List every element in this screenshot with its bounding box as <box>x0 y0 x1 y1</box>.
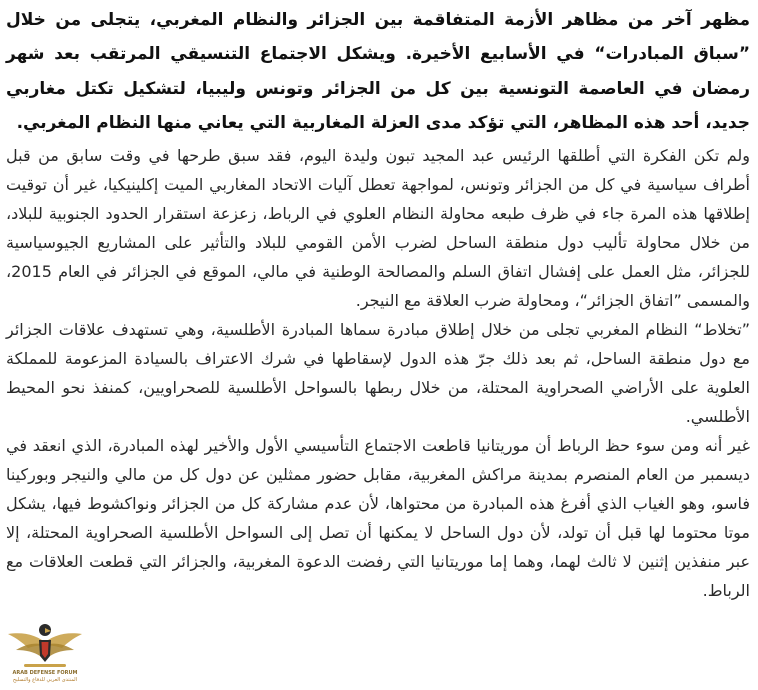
eagle-emblem-icon <box>4 612 86 670</box>
forum-watermark-logo <box>4 612 86 690</box>
article-paragraph: غير أنه ومن سوء حظ الرباط أن موريتانيا قاطعت الاجتماع التأسيسي الأول والأخير لهذه المبادرة، الذي انعقد في ديسمبر من العام المنصرم بمدينة مراكش المغربية، مقابل حضور ممثلين عن دول كل من مالي والنيجر وبوركينا فاسو، وهو الغياب الذي أفرغ هذه المبادرة من محتواها، لأن عدم مشاركة كل من الجزائر ونواكشوط فيها، يشكل موتا محتوما لها قبل أن تولد، لأن دول الساحل لا يمكنها أن تصل إلى السواحل الأطلسية الصحراوية المحتلة، إلا عبر منفذين إثنين لا ثالث لهما، وهما إما موريتانيا التي رفضت الدعوة المغربية، والجزائر التي قطعت العلاقات مع الرباط. <box>6 435 750 600</box>
watermark-english-text: ARAB DEFENSE FORUM <box>12 670 78 676</box>
article-body <box>6 0 750 605</box>
article-lead: مظهر آخر من مظاهر الأزمة المتفاقمة بين الجزائر والنظام المغربي، يتجلى من خلال ”سباق المبادرات“ في الأسابيع الأخيرة. ويشكل الاجتماع التنسيقي المرتقب بعد شهر رمضان في العاصمة التونسية بين كل من الجزائر وتونس وليبيا، لتشكيل تكتل مغاربي جديد، أحد هذه المظاهر، التي تؤكد مدى العزلة المغاربية التي يعاني منها النظام المغربي. <box>6 10 750 134</box>
article-paragraph: ولم تكن الفكرة التي أطلقها الرئيس عبد المجيد تبون وليدة اليوم، فقد سبق طرحها في وقت سابق من قبل أطراف سياسية في كل من الجزائر وتونس، لمواجهة تعطل آليات الاتحاد المغاربي الميت إكلينيكيا، غير أن توقيت إطلاقها هذه المرة جاء في ظرف طبعه محاولة النظام العلوي في الرباط، زعزعة استقرار الحدود الجنوبية للبلاد، من خلال محاولة تأليب دول منطقة الساحل لضرب الأمن القومي للبلاد والتأثير على المشاريع الجيوسياسية للجزائر، مثل العمل على إفشال اتفاق السلم والمصالحة الوطنية في مالي، الموقع في الجزائر في العام 2015، والمسمى ”اتفاق الجزائر“، ومحاولة ضرب العلاقة مع النيجر. <box>6 145 750 310</box>
watermark-arabic-text: المنتدى العربي للدفاع والتسليح <box>12 677 78 683</box>
article-paragraph: ”تخلاط“ النظام المغربي تجلى من خلال إطلاق مبادرة سماها المبادرة الأطلسية، وهي تستهدف علاقات الجزائر مع دول منطقة الساحل، ثم بعد ذلك جرّ هذه الدول لإسقاطها في شرك الاعتراف بالسيادة المزعومة للمملكة العلوية على الأراضي الصحراوية المحتلة، من خلال ربطها بالسواحل الأطلسية للصحراويين، كمنفذ نحو المحيط الأطلسي. <box>6 319 750 426</box>
